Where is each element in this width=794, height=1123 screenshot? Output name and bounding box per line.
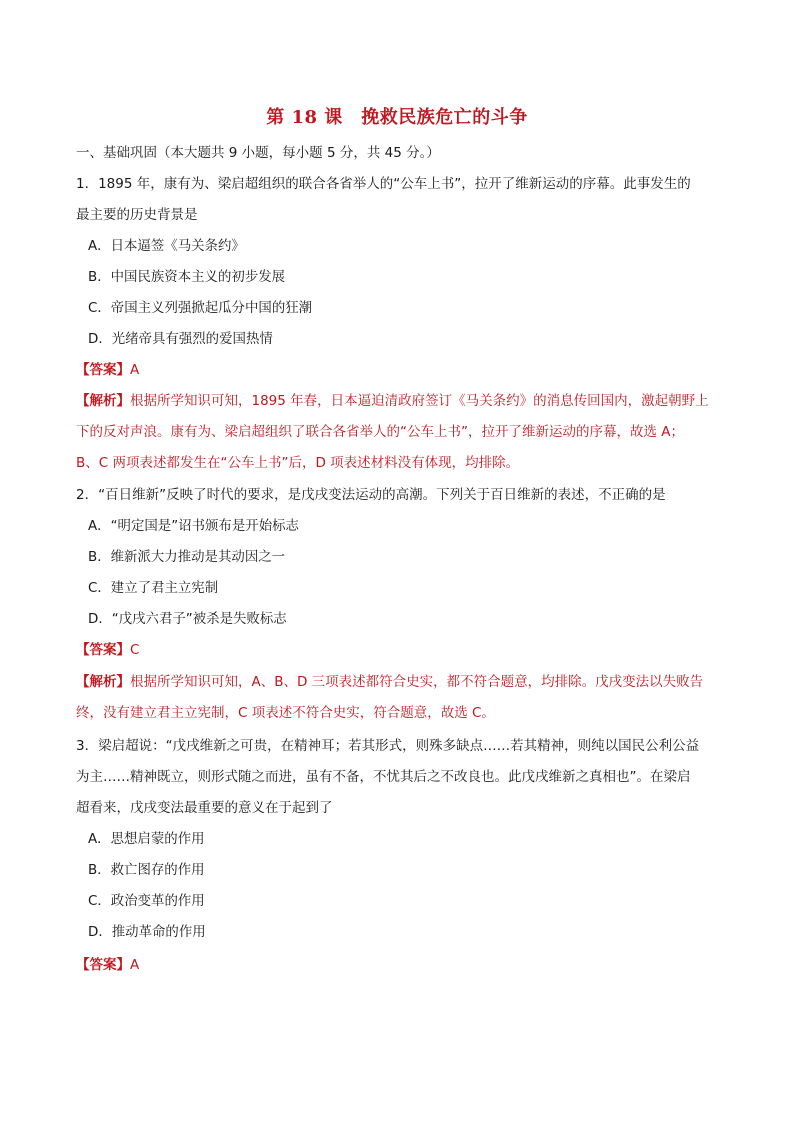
analysis-label: 【解析】 <box>76 674 130 690</box>
question-2-analysis-line-1 <box>76 673 726 691</box>
question-1-stem-line-1: 1．1895 年，康有为、梁启超组织的联合各省举人的“公车上书”，拉开了维新运动的序幕。此事发生的 <box>76 176 691 192</box>
question-2-analysis-line-2: 终，没有建立君主立宪制，C 项表述不符合史实，符合题意，故选 C。 <box>76 705 495 721</box>
answer-value: A <box>130 957 140 973</box>
question-2-option-a: A．“明定国是”诏书颁布是开始标志 <box>88 518 299 534</box>
answer-value: C <box>130 642 140 658</box>
question-1-stem-line-2: 最主要的历史背景是 <box>76 207 198 223</box>
question-3-stem-line-1: 3．梁启超说：“戊戌维新之可贵，在精神耳；若其形式，则殊多缺点……若其精神，则纯以国民公利公益 <box>76 738 700 754</box>
question-1-analysis-line-1 <box>76 392 726 410</box>
question-1-option-b: B．中国民族资本主义的初步发展 <box>88 269 286 285</box>
answer-label: 【答案】 <box>76 642 130 658</box>
question-3-option-d: D．推动革命的作用 <box>88 924 206 940</box>
analysis-text: 根据所学知识可知，1895 年春，日本逼迫清政府签订《马关条约》的消息传回国内，激起朝野上 <box>130 393 709 409</box>
question-2-option-d: D．“戊戌六君子”被杀是失败标志 <box>88 611 287 627</box>
section-heading: 一、基础巩固（本大题共 9 小题，每小题 5 分，共 45 分。） <box>76 145 440 161</box>
question-1-option-d: D．光绪帝具有强烈的爱国热情 <box>88 331 273 347</box>
question-1-analysis-line-2: 下的反对声浪。康有为、梁启超组织了联合各省举人的“公车上书”，拉开了维新运动的序幕，故选 A； <box>76 424 685 440</box>
question-1-option-c: C．帝国主义列强掀起瓜分中国的狂潮 <box>88 300 313 316</box>
analysis-text: 根据所学知识可知，A、B、D 三项表述都符合史实，都不符合题意，均排除。戊戌变法以失败告 <box>130 674 704 690</box>
answer-value: A <box>130 362 140 378</box>
question-3-option-a: A．思想启蒙的作用 <box>88 831 205 847</box>
question-1-answer <box>76 361 726 379</box>
question-1-analysis-line-3: B、C 两项表述都发生在“公车上书”后，D 项表述材料没有体现，均排除。 <box>76 455 520 471</box>
question-3-option-c: C．政治变革的作用 <box>88 893 205 909</box>
question-3-answer <box>76 956 726 974</box>
question-2-option-b: B．维新派大力推动是其动因之一 <box>88 549 286 565</box>
question-2-answer <box>76 641 726 659</box>
answer-label: 【答案】 <box>76 362 130 378</box>
page-title: 第 18 课 挽救民族危亡的斗争 <box>266 107 528 128</box>
question-3-stem-line-3: 超看来，戊戌变法最重要的意义在于起到了 <box>76 800 333 816</box>
question-2-stem-line-1: 2．“百日维新”反映了时代的要求，是戊戌变法运动的高潮。下列关于百日维新的表述，不正确的是 <box>76 487 666 503</box>
question-3-option-b: B．救亡图存的作用 <box>88 862 205 878</box>
answer-label: 【答案】 <box>76 957 130 973</box>
question-3-stem-line-2: 为主……精神既立，则形式随之而进，虽有不备，不忧其后之不改良也。此戊戌维新之真相也”。在梁启 <box>76 769 691 785</box>
analysis-label: 【解析】 <box>76 393 130 409</box>
question-1-option-a: A．日本逼签《马关条约》 <box>88 238 245 254</box>
question-2-option-c: C．建立了君主立宪制 <box>88 580 219 596</box>
